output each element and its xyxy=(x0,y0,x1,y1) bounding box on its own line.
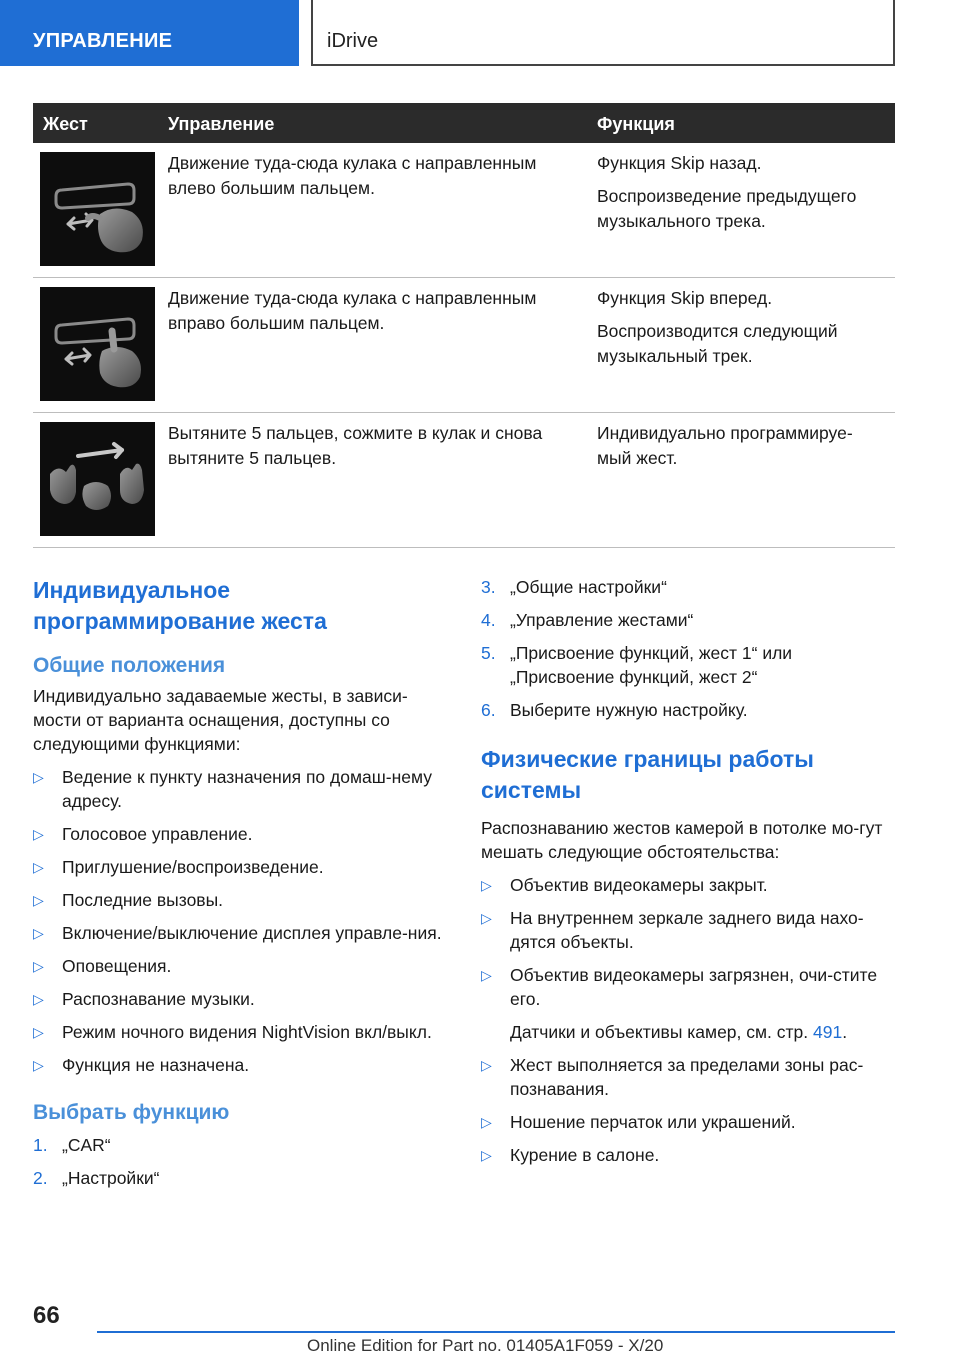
triangle-bullet-icon: ▷ xyxy=(33,1057,44,1073)
function-line: Функция Skip вперед. xyxy=(597,288,773,308)
list-item xyxy=(481,963,896,1044)
triangle-bullet-icon: ▷ xyxy=(481,967,492,983)
triangle-bullet-icon: ▷ xyxy=(33,826,44,842)
note-suffix: . xyxy=(842,1022,848,1042)
col-header-function: Функция xyxy=(597,114,675,134)
function-line: Индивидуально программируе-мый жест. xyxy=(597,423,853,468)
steps-list xyxy=(481,575,896,722)
chapter-tab xyxy=(311,0,895,66)
step-text: „Настройки“ xyxy=(62,1168,160,1188)
list-item-text: Голосовое управление. xyxy=(62,824,253,844)
gesture-table xyxy=(33,103,895,548)
gesture-five-fingers-icon xyxy=(40,422,155,536)
table-row xyxy=(33,143,895,278)
list-item xyxy=(481,1143,896,1167)
left-column xyxy=(33,575,448,1190)
list-item xyxy=(33,765,448,813)
subsection-heading: Общие положения xyxy=(33,654,226,677)
gesture-fist-right-icon xyxy=(40,287,155,401)
function-line: Функция Skip назад. xyxy=(597,153,762,173)
function-line: Воспроизводится следующий музыкальный трек. xyxy=(597,321,838,366)
list-item xyxy=(481,575,896,599)
triangle-bullet-icon: ▷ xyxy=(481,910,492,926)
triangle-bullet-icon: ▷ xyxy=(33,769,44,785)
triangle-bullet-icon: ▷ xyxy=(481,1147,492,1163)
row-function-text xyxy=(597,286,887,369)
right-column xyxy=(481,575,896,1167)
triangle-bullet-icon: ▷ xyxy=(33,1024,44,1040)
footer-divider xyxy=(97,1331,895,1333)
list-item-text: Режим ночного видения NightVision вкл/выкл. xyxy=(62,1022,432,1042)
step-number: 5. xyxy=(481,643,496,663)
cross-reference-note xyxy=(510,1020,896,1044)
list-item xyxy=(33,1053,448,1077)
row-function-text xyxy=(597,421,887,471)
step-text: „Общие настройки“ xyxy=(510,577,667,597)
step-text: „CAR“ xyxy=(62,1135,111,1155)
list-item xyxy=(33,987,448,1011)
row-control-text: Движение туда-сюда кулака с направленным влево большим пальцем. xyxy=(168,153,537,198)
row-function-text xyxy=(597,151,887,234)
triangle-bullet-icon: ▷ xyxy=(33,859,44,875)
section-title: УПРАВЛЕНИЕ xyxy=(33,30,173,52)
list-item xyxy=(33,1133,448,1157)
triangle-bullet-icon: ▷ xyxy=(33,892,44,908)
step-text: Выберите нужную настройку. xyxy=(510,700,748,720)
triangle-bullet-icon: ▷ xyxy=(481,1057,492,1073)
step-number: 3. xyxy=(481,577,496,597)
step-text: „Присвоение функций, жест 1“ или „Присвоение функций, жест 2“ xyxy=(510,643,793,687)
list-item xyxy=(481,641,896,689)
list-item-text: Объектив видеокамеры загрязнен, очи-стите его. xyxy=(510,965,878,1009)
triangle-bullet-icon: ▷ xyxy=(481,1114,492,1130)
page-link[interactable]: 491 xyxy=(813,1022,843,1042)
step-number: 1. xyxy=(33,1135,48,1155)
list-item xyxy=(481,1053,896,1101)
list-item xyxy=(33,1166,448,1190)
list-item-text: Оповещения. xyxy=(62,956,172,976)
list-item-text: Объектив видеокамеры закрыт. xyxy=(510,875,768,895)
function-list xyxy=(33,765,448,1077)
gesture-fist-left-icon xyxy=(40,152,155,266)
list-item xyxy=(481,873,896,897)
subsection-heading: Выбрать функцию xyxy=(33,1101,230,1124)
list-item-text: Последние вызовы. xyxy=(62,890,224,910)
list-item xyxy=(33,855,448,879)
chapter-title: iDrive xyxy=(327,30,379,52)
list-item-text: Распознавание музыки. xyxy=(62,989,255,1009)
list-item xyxy=(33,954,448,978)
list-item-text: Включение/выключение дисплея управле-ния. xyxy=(62,923,442,943)
step-number: 4. xyxy=(481,610,496,630)
triangle-bullet-icon: ▷ xyxy=(33,991,44,1007)
col-header-gesture: Жест xyxy=(43,114,88,134)
list-item xyxy=(481,698,896,722)
list-item-text: Жест выполняется за пределами зоны рас-познавания. xyxy=(510,1055,864,1099)
list-item-text: Курение в салоне. xyxy=(510,1145,660,1165)
list-item xyxy=(33,822,448,846)
section-heading: Индивидуальное программирование жеста xyxy=(33,577,327,634)
col-header-control: Управление xyxy=(168,114,275,134)
triangle-bullet-icon: ▷ xyxy=(33,925,44,941)
edition-text: Online Edition for Part no. 01405A1F059 - X/20 xyxy=(307,1336,664,1355)
list-item xyxy=(481,906,896,954)
list-item-text: Ведение к пункту назначения по домаш-нему адресу. xyxy=(62,767,432,811)
step-number: 6. xyxy=(481,700,496,720)
page-number: 66 xyxy=(33,1302,60,1329)
list-item xyxy=(481,1110,896,1134)
list-item-text: Приглушение/воспроизведение. xyxy=(62,857,324,877)
row-control-text: Движение туда-сюда кулака с направленным вправо большим пальцем. xyxy=(168,288,537,333)
list-item-text: На внутреннем зеркале заднего вида нахо-дятся объекты. xyxy=(510,908,864,952)
triangle-bullet-icon: ▷ xyxy=(481,877,492,893)
step-text: „Управление жестами“ xyxy=(510,610,694,630)
intro-paragraph: Распознаванию жестов камерой в потолке мо-гут мешать следующие обстоятельства: xyxy=(481,818,883,862)
table-row xyxy=(33,413,895,548)
list-item xyxy=(33,921,448,945)
row-control-text: Вытяните 5 пальцев, сожмите в кулак и снова вытяните 5 пальцев. xyxy=(168,423,543,468)
note-text: Датчики и объективы камер, см. стр. xyxy=(510,1022,809,1042)
list-item-text: Функция не назначена. xyxy=(62,1055,250,1075)
list-item-text: Ношение перчаток или украшений. xyxy=(510,1112,796,1132)
table-row xyxy=(33,278,895,413)
intro-paragraph: Индивидуально задаваемые жесты, в зависи-мости от варианта оснащения, доступны со следующими функциями: xyxy=(33,686,408,754)
list-item xyxy=(33,1020,448,1044)
limits-list xyxy=(481,873,896,1167)
triangle-bullet-icon: ▷ xyxy=(33,958,44,974)
section-heading: Физические границы работы системы xyxy=(481,746,814,803)
list-item xyxy=(481,608,896,632)
section-tab xyxy=(0,0,299,66)
step-number: 2. xyxy=(33,1168,48,1188)
steps-list xyxy=(33,1133,448,1190)
list-item xyxy=(33,888,448,912)
table-header xyxy=(33,103,895,143)
function-line: Воспроизведение предыдущего музыкального трека. xyxy=(597,186,857,231)
